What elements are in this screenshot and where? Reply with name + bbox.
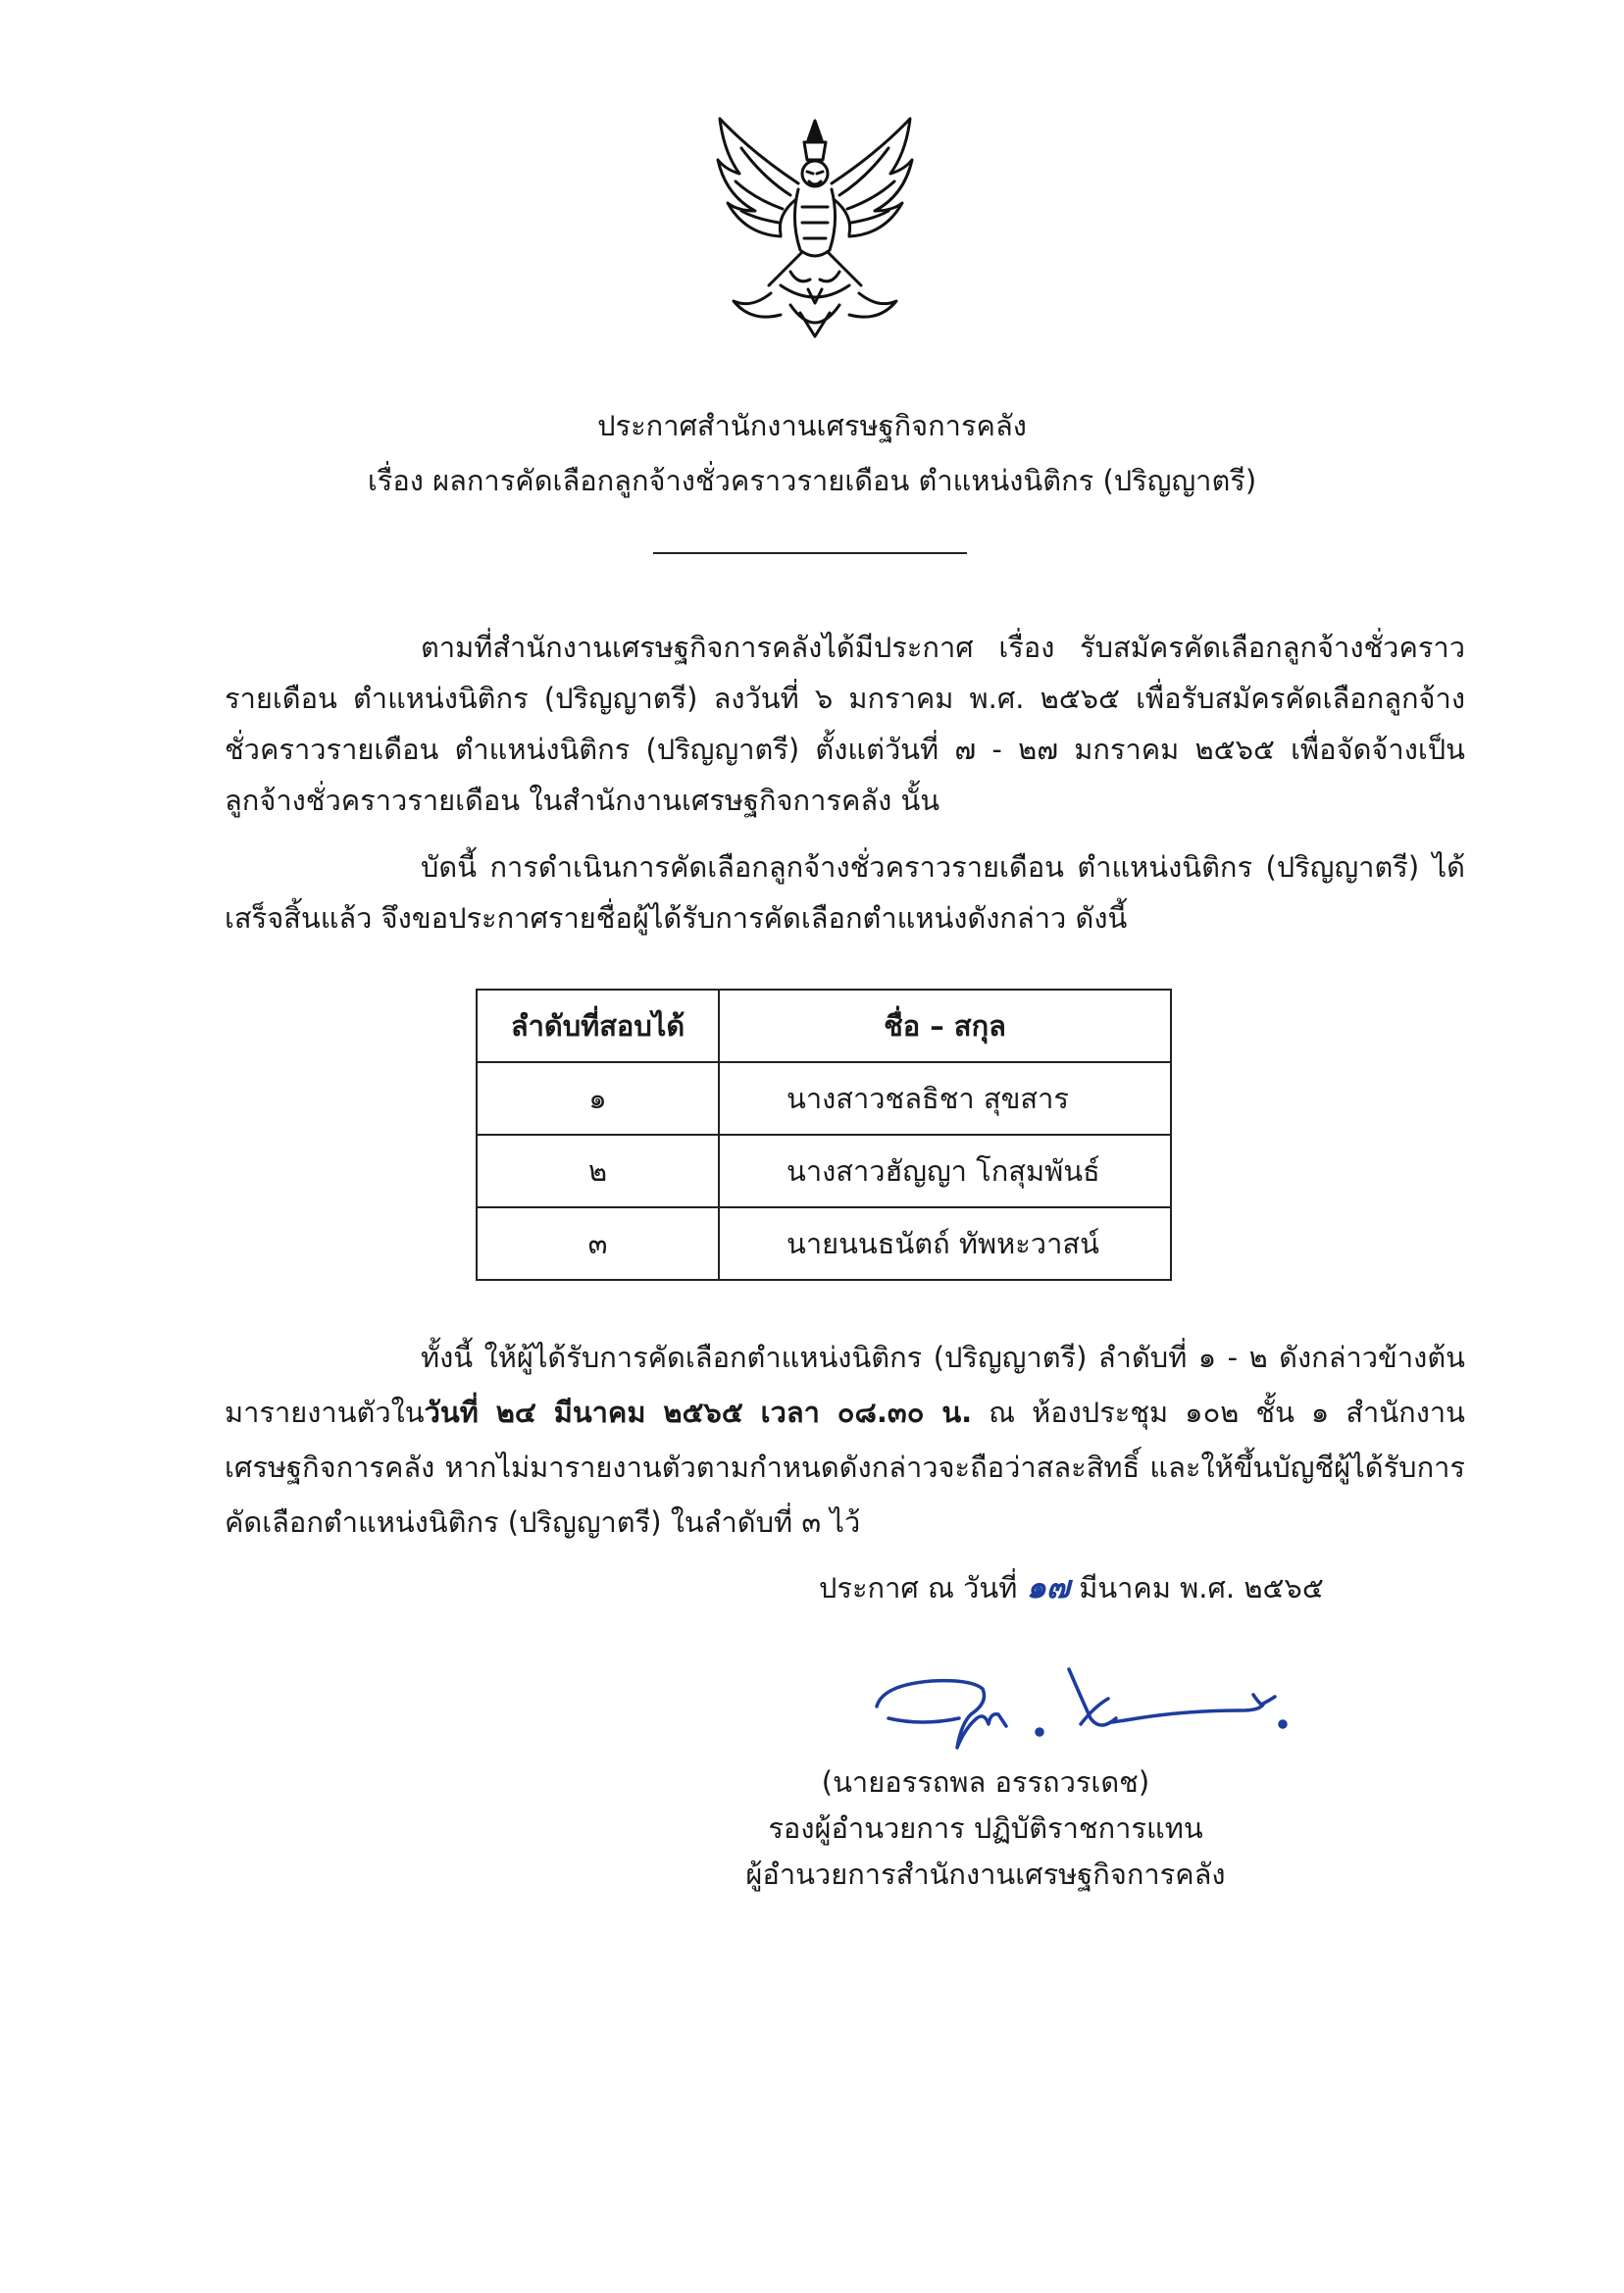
table-row [477,1062,1171,1135]
results-table [476,989,1172,1281]
paragraph-3 [225,1330,1465,1550]
rank-cell: ๑ [477,1062,719,1135]
announcement-suffix: มีนาคม พ.ศ. ๒๕๖๕ [1069,1571,1324,1605]
name-column-header: ชื่อ – สกุล [719,990,1171,1062]
title-divider [653,552,967,554]
table-header-row [477,990,1171,1062]
signatory-position-2: ผู้อำนวยการสำนักงานเศรษฐกิจการคลัง [745,1858,1226,1891]
paragraph-3-text-end: ณ ห้องประชุม ๑๐๒ ชั้น ๑ สำนักงานเศรษฐกิจการคลัง หากไม่มารายงานตัวตามกำหนดดังกล่าวจะถือว่าสละสิทธิ์ และให้ขึ้นบัญชีผู้ได้รับการคัดเลือกตำแหน่งนิติกร (ปริญญาตรี) ในลำดับที่ ๓ ไว้ [225,1396,1465,1539]
announcement-date [819,1567,1324,1607]
document-subject: เรื่อง ผลการคัดเลือกลูกจ้างชั่วคราวรายเดือน ตำแหน่งนิติกร (ปริญญาตรี) [367,464,1257,497]
rank-cell: ๓ [477,1207,719,1280]
paragraph-1: ตามที่สำนักงานเศรษฐกิจการคลังได้มีประกาศ เรื่อง รับสมัครคัดเลือกลูกจ้างชั่วคราวรายเดือน ตำแหน่งนิติกร (ปริญญาตรี) ลงวันที่ ๖ มกราคม พ.ศ. ๒๕๖๕ เพื่อรับสมัครคัดเลือกลูกจ้างชั่วคราวรายเดือน ตำแหน่งนิติกร (ปริญญาตรี) ตั้งแต่วันที่ ๗ - ๒๗ มกราคม ๒๕๖๕ เพื่อจัดจ้างเป็นลูกจ้างชั่วคราวรายเดือน ในสำนักงานเศรษฐกิจการคลัง นั้น [225,631,1465,817]
table-row [477,1135,1171,1207]
garuda-emblem-icon [712,113,918,343]
paragraph-3-text: ทั้งนี้ ให้ผู้ได้รับการคัดเลือกตำแหน่งนิติกร (ปริญญาตรี) ลำดับที่ ๑ - ๒ ดังกล่าวข้างต้น มารายงานตัวใน [225,1341,1465,1429]
paragraph-2: บัดนี้ การดำเนินการคัดเลือกลูกจ้างชั่วคราวรายเดือน ตำแหน่งนิติกร (ปริญญาตรี) ได้เสร็จสิ้นแล้ว จึงขอประกาศรายชื่อผู้ได้รับการคัดเลือกตำแหน่งดังกล่าว ดังนี้ [225,850,1465,935]
name-cell: นายนนธนัตถ์ ทัพหะวาสน์ [719,1207,1171,1280]
document-title: ประกาศสำนักงานเศรษฐกิจการคลัง [597,409,1027,442]
name-cell: นางสาวฮัญญา โกสุมพันธ์ [719,1135,1171,1207]
table-row [477,1207,1171,1280]
signatory-name: (นายอรรถพล อรรถวรเดช) [821,1765,1150,1799]
handwritten-day: ๑๗ [1026,1568,1070,1605]
report-date-time: วันที่ ๒๔ มีนาคม ๒๕๖๕ เวลา ๐๘.๓๐ น. [424,1396,973,1429]
announcement-prefix: ประกาศ ณ วันที่ [819,1571,1027,1605]
handwritten-signature-icon [863,1650,1294,1767]
signatory-position-1: รองผู้อำนวยการ ปฏิบัติราชการแทน [768,1811,1203,1845]
rank-cell: ๒ [477,1135,719,1207]
rank-column-header: ลำดับที่สอบได้ [477,990,719,1062]
name-cell: นางสาวชลธิชา สุขสาร [719,1062,1171,1135]
